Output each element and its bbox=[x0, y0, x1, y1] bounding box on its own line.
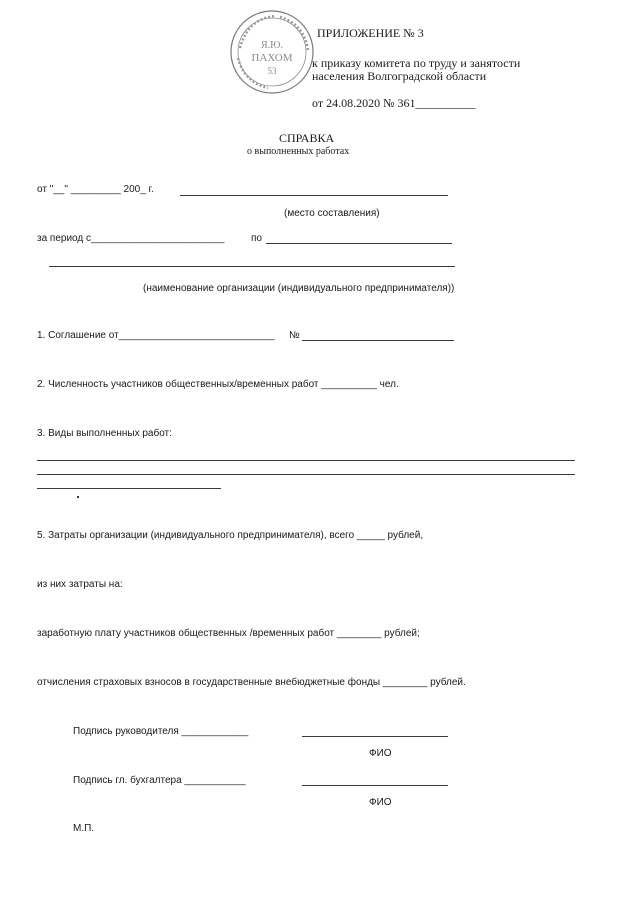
accountant-signature-label: Подпись гл. бухгалтера ___________ bbox=[73, 775, 246, 786]
org-caption: (наименование организации (индивидуального предпринимателя)) bbox=[143, 283, 455, 294]
period-to-line bbox=[266, 243, 452, 244]
stamp-text-3: 53 bbox=[267, 66, 277, 76]
date-line-label: от "__" _________ 200_ г. bbox=[37, 184, 154, 195]
costs-of-which-label: из них затраты на: bbox=[37, 579, 123, 590]
stamp-text-2: ПАХОМ bbox=[251, 52, 293, 64]
headcount-line: 2. Численность участников общественных/временных работ __________ чел. bbox=[37, 379, 399, 390]
org-line bbox=[49, 266, 455, 267]
ink-dot bbox=[77, 496, 79, 498]
stamp-seal bbox=[228, 8, 316, 96]
period-to: по bbox=[251, 233, 262, 244]
agreement-number-label: № bbox=[289, 330, 300, 341]
document-subtitle: о выполненных работах bbox=[247, 146, 350, 157]
accountant-fio-caption: ФИО bbox=[369, 797, 392, 808]
head-fio-line bbox=[302, 736, 448, 737]
agreement-from: 1. Соглашение от____________________________ bbox=[37, 330, 275, 341]
seal-placeholder: М.П. bbox=[73, 823, 95, 834]
work-types-line-1 bbox=[37, 460, 575, 461]
order-date: от 24.08.2020 № 361__________ bbox=[312, 96, 476, 110]
order-line-2: населения Волгоградской области bbox=[312, 69, 487, 83]
annex-title: ПРИЛОЖЕНИЕ № 3 bbox=[317, 26, 424, 40]
place-line bbox=[180, 195, 448, 196]
salary-line: заработную плату участников общественных /временных работ ________ рублей; bbox=[37, 628, 420, 639]
head-signature-label: Подпись руководителя ____________ bbox=[73, 726, 249, 737]
document-title: СПРАВКА bbox=[279, 131, 335, 145]
head-fio-caption: ФИО bbox=[369, 748, 392, 759]
accountant-fio-line bbox=[302, 785, 448, 786]
place-caption: (место составления) bbox=[284, 208, 380, 219]
insurance-line: отчисления страховых взносов в государственные внебюджетные фонды ________ рублей. bbox=[37, 677, 466, 688]
agreement-number-line bbox=[302, 340, 454, 341]
work-types-line-2 bbox=[37, 474, 575, 475]
work-types-label: 3. Виды выполненных работ: bbox=[37, 428, 172, 439]
work-types-line-3 bbox=[37, 488, 221, 489]
costs-total-line: 5. Затраты организации (индивидуального предпринимателя), всего _____ рублей, bbox=[37, 530, 424, 541]
stamp-text-1: Я.Ю. bbox=[261, 40, 283, 51]
period-from: за период с________________________ bbox=[37, 233, 225, 244]
order-line-1: к приказу комитета по труду и занятости bbox=[312, 56, 521, 70]
